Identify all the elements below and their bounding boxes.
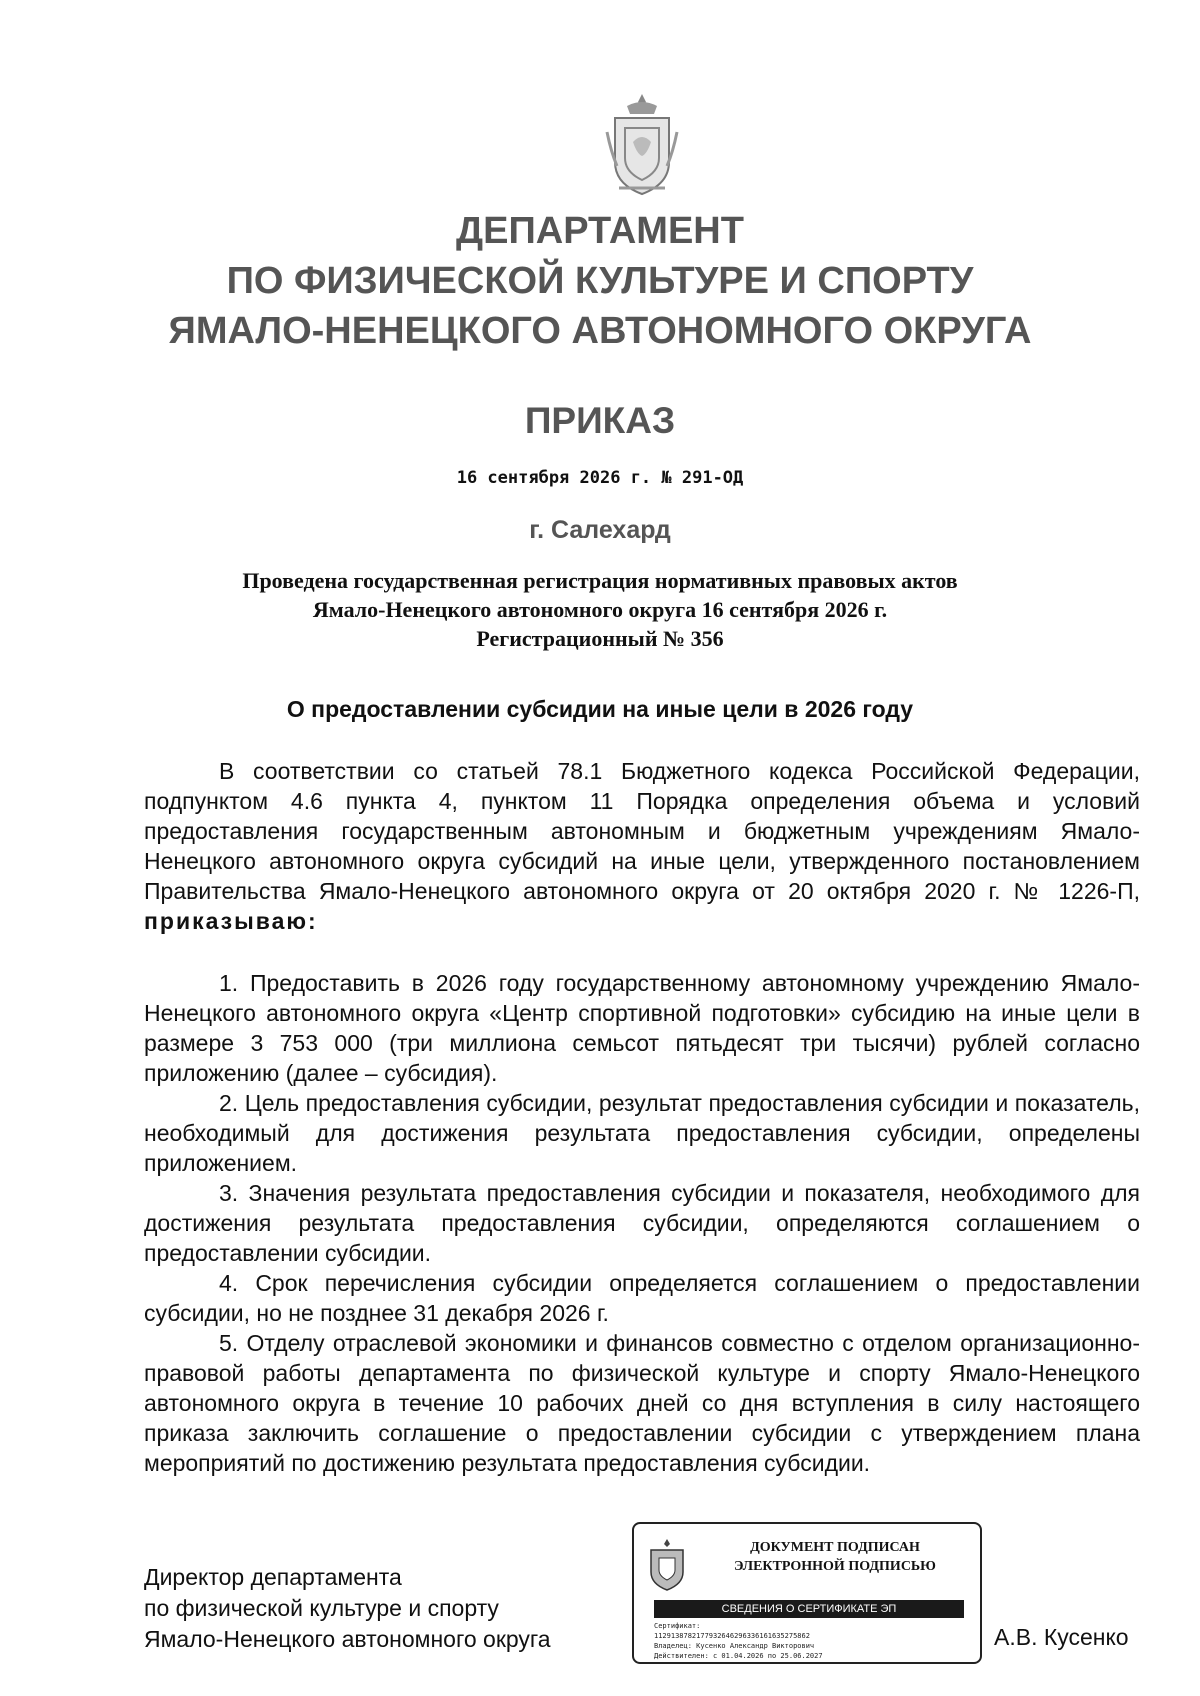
registration-line-3: Регистрационный № 356 [476,626,724,651]
stamp-certificate-details [654,1621,974,1661]
department-line-1: ДЕПАРТАМЕНТ [456,210,744,252]
signer-position-line-3: Ямало-Ненецкого автономного округа [144,1626,551,1652]
stamp-title [694,1538,976,1576]
registration-line-2: Ямало-Ненецкого автономного округа 16 сентября 2026 г. [312,597,888,622]
registration-line-1: Проведена государственная регистрация нормативных правовых актов [242,568,958,593]
stamp-line-2: 1129138782177932646296336161635275862 [654,1632,810,1640]
order-item-5: 5. Отделу отраслевой экономики и финансов совместно с отделом организационно-правовой работы департамента по физической культуре и спорту Ямало-Ненецкого автономного округа в течение 10 рабочих дней со дня вступления в силу настоящего приказа заключить соглашение о предоставлении субсидии с утверждением плана мероприятий по достижению результата предоставления субсидии. [144,1330,1140,1476]
intro-keyword: приказываю: [144,908,318,934]
signer-position [144,1562,551,1655]
stamp-line-1: Сертификат: [654,1622,701,1630]
order-subject: О предоставлении субсидии на иные цели в 2026 году [286,696,914,722]
order-date-number: 16 сентября 2026 г. № 291-ОД [456,468,744,488]
signer-position-line-1: Директор департамента [144,1564,402,1590]
order-item-4: 4. Срок перечисления субсидии определяется соглашением о предоставлении субсидии, но не позднее 31 декабря 2026 г. [144,1270,1140,1326]
stamp-certificate-bar: СВЕДЕНИЯ О СЕРТИФИКАТЕ ЭП [654,1600,964,1618]
order-item-1: 1. Предоставить в 2026 году государственному автономному учреждению Ямало-Ненецкого автономного округа «Центр спортивной подготовки» субсидию на иные цели в размере 3 753 000 (три миллиона семьсот пятьдесят три тысячи) рублей согласно приложению (далее – субсидия). [144,970,1140,1086]
registration-note [0,566,1200,653]
order-items [144,968,1140,1478]
signer-name: А.В. Кусенко [994,1624,1129,1650]
stamp-line-4: Действителен: с 01.04.2026 по 25.06.2027 [654,1652,823,1660]
department-name [0,206,1200,356]
stamp-title-line-2: ЭЛЕКТРОННОЙ ПОДПИСЬЮ [734,1559,936,1574]
intro-paragraph [144,756,1140,936]
department-line-2: ПО ФИЗИЧЕСКОЙ КУЛЬТУРЕ И СПОРТУ [226,260,974,302]
signer-position-line-2: по физической культуре и спорту [144,1595,499,1621]
electronic-signature-stamp [632,1522,982,1664]
doc-type-title: ПРИКАЗ [524,400,676,441]
stamp-line-3: Владелец: Кусенко Александр Викторович [654,1642,815,1650]
department-line-3: ЯМАЛО-НЕНЕЦКОГО АВТОНОМНОГО ОКРУГА [168,310,1032,352]
order-city: г. Салехард [529,516,671,544]
intro-text: В соответствии со статьей 78.1 Бюджетного кодекса Российской Федерации, подпунктом 4.6 пункта 4, пунктом 11 Порядка определения объема и условий предоставления государственным автономным и бюджетным учреждениям Ямало-Ненецкого автономного округа субсидий на иные цели, утвержденного постановлением Правительства Ямало-Ненецкого автономного округа от 20 октября 2020 г. № 1226-П, [144,758,1140,904]
stamp-emblem-icon [646,1538,688,1592]
coat-of-arms-emblem [605,92,679,198]
stamp-title-line-1: ДОКУМЕНТ ПОДПИСАН [750,1540,920,1555]
order-item-3: 3. Значения результата предоставления субсидии и показателя, необходимого для достижения результата предоставления субсидии, определяются соглашением о предоставлении субсидии. [144,1180,1140,1266]
order-item-2: 2. Цель предоставления субсидии, результат предоставления субсидии и показатель, необходимый для достижения результата предоставления субсидии, определены приложением. [144,1090,1140,1176]
